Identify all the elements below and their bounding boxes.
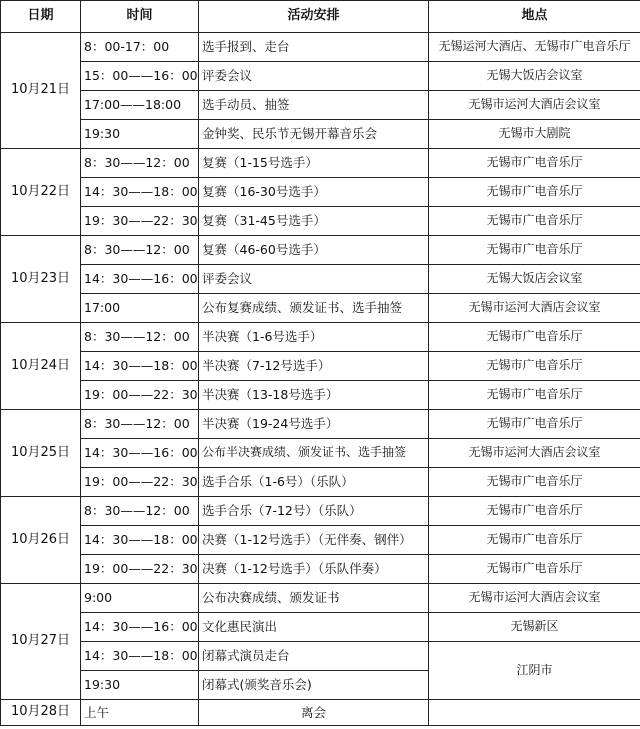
header-date: 日期 [1, 1, 81, 33]
time-cell: 14：30——16：00 [81, 439, 199, 468]
activity-cell: 评委会议 [199, 62, 429, 91]
location-cell: 无锡市运河大酒店会议室 [429, 294, 640, 323]
table-row [1, 62, 640, 91]
location-cell: 无锡市广电音乐厅 [429, 555, 640, 584]
table-row [1, 468, 640, 497]
location-cell: 无锡市广电音乐厅 [429, 526, 640, 555]
location-cell: 无锡运河大酒店、无锡市广电音乐厅 [429, 33, 640, 62]
table-row [1, 526, 640, 555]
time-cell: 9:00 [81, 584, 199, 613]
location-cell: 无锡市广电音乐厅 [429, 236, 640, 265]
header-location: 地点 [429, 1, 640, 33]
activity-cell: 半决赛（7-12号选手） [199, 352, 429, 381]
table-row [1, 439, 640, 468]
location-cell: 无锡大饭店会议室 [429, 265, 640, 294]
header-time: 时间 [81, 1, 199, 33]
time-cell: 19:30 [81, 671, 199, 700]
activity-cell: 闭幕式演员走台 [199, 642, 429, 671]
date-cell: 10月28日 [1, 700, 81, 726]
date-cell: 10月25日 [1, 410, 81, 497]
header-activity: 活动安排 [199, 1, 429, 33]
time-cell: 8：30——12：00 [81, 236, 199, 265]
activity-cell: 选手合乐（1-6号）（乐队） [199, 468, 429, 497]
location-cell: 无锡市广电音乐厅 [429, 178, 640, 207]
time-cell: 8：00-17：00 [81, 33, 199, 62]
table-row [1, 120, 640, 149]
date-cell: 10月27日 [1, 584, 81, 700]
time-cell: 17:00 [81, 294, 199, 323]
table-row [1, 584, 640, 613]
time-cell: 8：30——12：00 [81, 149, 199, 178]
activity-cell: 评委会议 [199, 265, 429, 294]
activity-cell: 选手报到、走台 [199, 33, 429, 62]
time-cell: 19：00——22：30 [81, 381, 199, 410]
table-row [1, 294, 640, 323]
activity-cell: 半决赛（1-6号选手） [199, 323, 429, 352]
location-cell: 无锡市大剧院 [429, 120, 640, 149]
table-row [1, 352, 640, 381]
activity-cell: 复赛（31-45号选手） [199, 207, 429, 236]
date-cell: 10月24日 [1, 323, 81, 410]
time-cell: 14：30——18：00 [81, 642, 199, 671]
activity-cell: 公布决赛成绩、颁发证书 [199, 584, 429, 613]
time-cell: 14：30——16：00 [81, 613, 199, 642]
location-cell [429, 700, 640, 726]
table-row [1, 149, 640, 178]
time-cell: 8：30——12：00 [81, 323, 199, 352]
table-row [1, 410, 640, 439]
activity-cell: 复赛（16-30号选手） [199, 178, 429, 207]
date-cell: 10月23日 [1, 236, 81, 323]
time-cell: 19：00——22：30 [81, 468, 199, 497]
table-row [1, 497, 640, 526]
activity-cell: 决赛（1-12号选手）（无伴奏、钢伴） [199, 526, 429, 555]
location-cell: 无锡新区 [429, 613, 640, 642]
time-cell: 19:30 [81, 120, 199, 149]
table-row [1, 91, 640, 120]
time-cell: 上午 [81, 700, 199, 726]
location-cell: 无锡市运河大酒店会议室 [429, 91, 640, 120]
location-cell: 无锡大饭店会议室 [429, 62, 640, 91]
table-row [1, 555, 640, 584]
activity-cell: 半决赛（13-18号选手） [199, 381, 429, 410]
table-row [1, 178, 640, 207]
location-cell: 无锡市运河大酒店会议室 [429, 584, 640, 613]
time-cell: 14：30——18：00 [81, 526, 199, 555]
activity-cell: 选手合乐（7-12号）（乐队） [199, 497, 429, 526]
activity-cell: 复赛（1-15号选手） [199, 149, 429, 178]
location-cell: 无锡市广电音乐厅 [429, 149, 640, 178]
location-cell: 无锡市广电音乐厅 [429, 497, 640, 526]
time-cell: 15：00——16：00 [81, 62, 199, 91]
activity-cell: 决赛（1-12号选手）（乐队伴奏） [199, 555, 429, 584]
time-cell: 14：30——18：00 [81, 178, 199, 207]
location-cell: 无锡市广电音乐厅 [429, 410, 640, 439]
location-cell: 无锡市广电音乐厅 [429, 468, 640, 497]
time-cell: 14：30——16：00 [81, 265, 199, 294]
table-row [1, 381, 640, 410]
activity-cell: 选手动员、抽签 [199, 91, 429, 120]
activity-cell: 离会 [199, 700, 429, 726]
time-cell: 8：30——12：00 [81, 497, 199, 526]
location-cell: 无锡市运河大酒店会议室 [429, 439, 640, 468]
location-cell: 江阴市 [429, 642, 640, 700]
activity-cell: 金钟奖、民乐节无锡开幕音乐会 [199, 120, 429, 149]
table-row [1, 207, 640, 236]
table-row [1, 642, 640, 671]
time-cell: 17:00——18:00 [81, 91, 199, 120]
activity-cell: 文化惠民演出 [199, 613, 429, 642]
activity-cell: 半决赛（19-24号选手） [199, 410, 429, 439]
location-cell: 无锡市广电音乐厅 [429, 381, 640, 410]
table-row [1, 700, 640, 726]
activity-cell: 闭幕式(颁奖音乐会) [199, 671, 429, 700]
activity-cell: 复赛（46-60号选手） [199, 236, 429, 265]
location-cell: 无锡市广电音乐厅 [429, 352, 640, 381]
location-cell: 无锡市广电音乐厅 [429, 207, 640, 236]
time-cell: 19：30——22：30 [81, 207, 199, 236]
table-row [1, 236, 640, 265]
date-cell: 10月21日 [1, 33, 81, 149]
table-row [1, 265, 640, 294]
activity-cell: 公布复赛成绩、颁发证书、选手抽签 [199, 294, 429, 323]
location-cell: 无锡市广电音乐厅 [429, 323, 640, 352]
table-row [1, 323, 640, 352]
table-row [1, 613, 640, 642]
header-row [1, 1, 640, 33]
time-cell: 19：00——22：30 [81, 555, 199, 584]
date-cell: 10月22日 [1, 149, 81, 236]
time-cell: 14：30——18：00 [81, 352, 199, 381]
table-row [1, 33, 640, 62]
activity-cell: 公布半决赛成绩、颁发证书、选手抽签 [199, 439, 429, 468]
time-cell: 8：30——12：00 [81, 410, 199, 439]
date-cell: 10月26日 [1, 497, 81, 584]
